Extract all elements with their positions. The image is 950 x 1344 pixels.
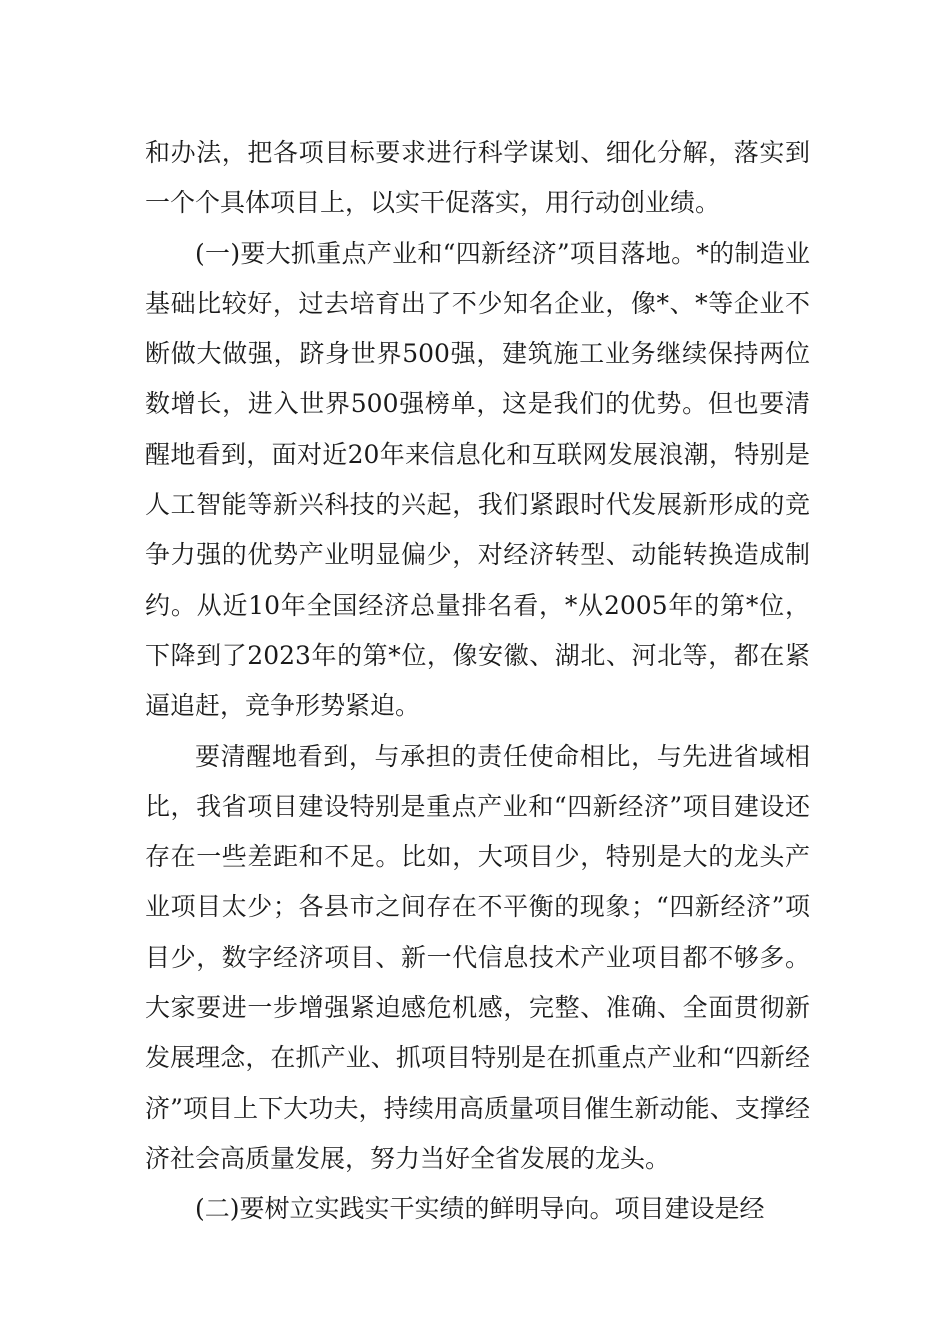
body-text <box>145 128 810 1235</box>
paragraph-section-two: (二)要树立实践实干实绩的鲜明导向。项目建设是经 <box>195 1194 765 1224</box>
paragraph-gaps: 要清醒地看到，与承担的责任使命相比，与先进省域相比，我省项目建设特别是重点产业和“四新经济”项目建设还存在一些差距和不足。比如，大项目少，特别是大的龙头产业项目太少；各县市之间存在不平衡的现象；“四新经济”项目少，数字经济项目、新一代信息技术产业项目都不够多。大家要进一步增强紧迫感危机感，完整、准确、全面贯彻新发展理念，在抓产业、抓项目特别是在抓重点产业和“四新经济”项目上下大功夫，持续用高质量项目催生新动能、支撑经济社会高质量发展，努力当好全省发展的龙头。 <box>145 741 810 1173</box>
paragraph-continuation: 和办法，把各项目标要求进行科学谋划、细化分解，落实到一个个具体项目上，以实干促落实，用行动创业绩。 <box>145 138 810 218</box>
paragraph-section-one: (一)要大抓重点产业和“四新经济”项目落地。*的制造业基础比较好，过去培育出了不少知名企业，像*、*等企业不断做大做强，跻身世界500强，建筑施工业务继续保持两位数增长，进入世界500强榜单，这是我们的优势。但也要清醒地看到，面对近20年来信息化和互联网发展浪潮，特别是人工智能等新兴科技的兴起，我们紧跟时代发展新形成的竞争力强的优势产业明显偏少，对经济转型、动能转换造成制约。从近10年全国经济总量排名看，*从2005年的第*位，下降到了2023年的第*位，像安徽、湖北、河北等，都在紧逼追赶，竞争形势紧迫。 <box>145 238 810 721</box>
